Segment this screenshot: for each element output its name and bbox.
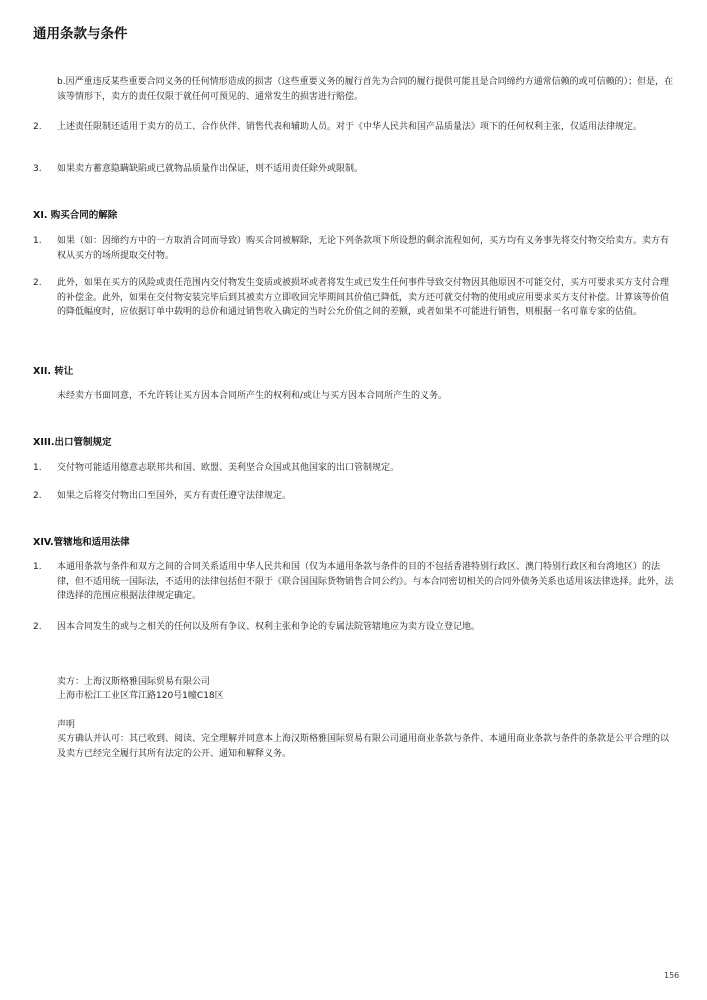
sec13-item2-text: 如果之后将交付物出口至国外，买方有责任遵守法律规定。 xyxy=(57,491,292,501)
section-xi-heading: XI. 购买合同的解除 xyxy=(33,210,118,221)
clause-2-number: 2. xyxy=(33,122,42,132)
clause-3-text: 如果卖方蓄意隐瞒缺陷或已就物品质量作出保证，则不适用责任除外或限制。 xyxy=(57,164,364,174)
statement-heading: 声明 xyxy=(57,720,76,730)
seller-address: 上海市松江工业区茸江路120号1幢C18区 xyxy=(57,691,224,701)
seller-name: 卖方：上海汉斯格雅国际贸易有限公司 xyxy=(57,677,211,687)
clause-2-text: 上述责任限制还适用于卖方的员工、合作伙伴、销售代表和辅助人员。对于《中华人民共和国产品质量法》项下的任何权利主张，仅适用法律规定。 xyxy=(57,122,643,132)
sec12-text: 未经卖方书面同意，不允许转让买方因本合同所产生的权利和/或让与买方因本合同所产生的义务。 xyxy=(57,391,448,401)
page-number: 156 xyxy=(664,971,680,980)
sec14-item1-text: 本通用条款与条件和双方之间的合同关系适用中华人民共和国（仅为本通用条款与条件的目的不包括香港特别行政区、澳门特别行政区和台湾地区）的法律，但不适用统一国际法，不适用的法律包括但不限于《联合国国际货物销售合同公约》。与本合同密切相关的合同外债务关系也适用该法律选择。此外，法律选择的范围应根据法律规定确定。 xyxy=(57,562,674,602)
sec11-item1-number: 1. xyxy=(33,236,42,246)
clause-b-text: b.因严重违反某些重要合同义务的任何情形造成的损害（这些重要义务的履行首先为合同的履行提供可能且是合同缔约方通常信赖的或可信赖的）；但是，在该等情形下，卖方的责任仅限于就任何可预见的、通常发生的损害进行赔偿。 xyxy=(57,77,674,102)
statement-text: 买方确认并认可：其已收到、阅读、完全理解并同意本上海汉斯格雅国际贸易有限公司通用商业条款与条件、本通用商业条款与条件的条款是公平合理的以及卖方已经完全履行其所有法定的公开、通知和解释义务。 xyxy=(57,734,670,759)
clause-3-number: 3. xyxy=(33,164,42,174)
sec14-item2-number: 2. xyxy=(33,622,42,632)
sec11-item1-text: 如果（如：因缔约方中的一方取消合同而导致）购买合同被解除，无论下列条款项下所设想的剩余流程如何，买方均有义务事先将交付物交给卖方。卖方有权从买方的场所提取交付物。 xyxy=(57,236,670,261)
sec14-item1-number: 1. xyxy=(33,562,42,572)
sec14-item2-text: 因本合同发生的或与之相关的任何以及所有争议、权利主张和争论的专属法院管辖地应为卖方设立登记地。 xyxy=(57,622,481,632)
sec11-item2-number: 2. xyxy=(33,278,42,288)
section-xii-heading: XII. 转让 xyxy=(33,366,74,377)
page-title: 通用条款与条件 xyxy=(33,26,128,42)
sec13-item2-number: 2. xyxy=(33,491,42,501)
section-xiv-heading: XIV.管辖地和适用法律 xyxy=(33,537,130,548)
sec13-item1-text: 交付物可能适用德意志联邦共和国、欧盟、美利坚合众国或其他国家的出口管制规定。 xyxy=(57,463,400,473)
sec13-item1-number: 1. xyxy=(33,463,42,473)
section-xiii-heading: XIII.出口管制规定 xyxy=(33,437,112,448)
sec11-item2-text: 此外，如果在买方的风险或责任范围内交付物发生变质或被损坏或者将发生或已发生任何事件导致交付物因其他原因不可能交付，买方可要求买方支付合理的补偿金。此外，如果在交付物安装完毕后到其被卖方立即收回完毕期间其价值已降低，卖方还可就交付物的使用或应用要求买方支付补偿。计算该等价值的降低幅度时，应依据订单中载明的总价和通过销售收入确定的当时公允价值之间的差额，或者如果不可能进行销售，则根据一名可靠专家的估值。 xyxy=(57,278,670,318)
